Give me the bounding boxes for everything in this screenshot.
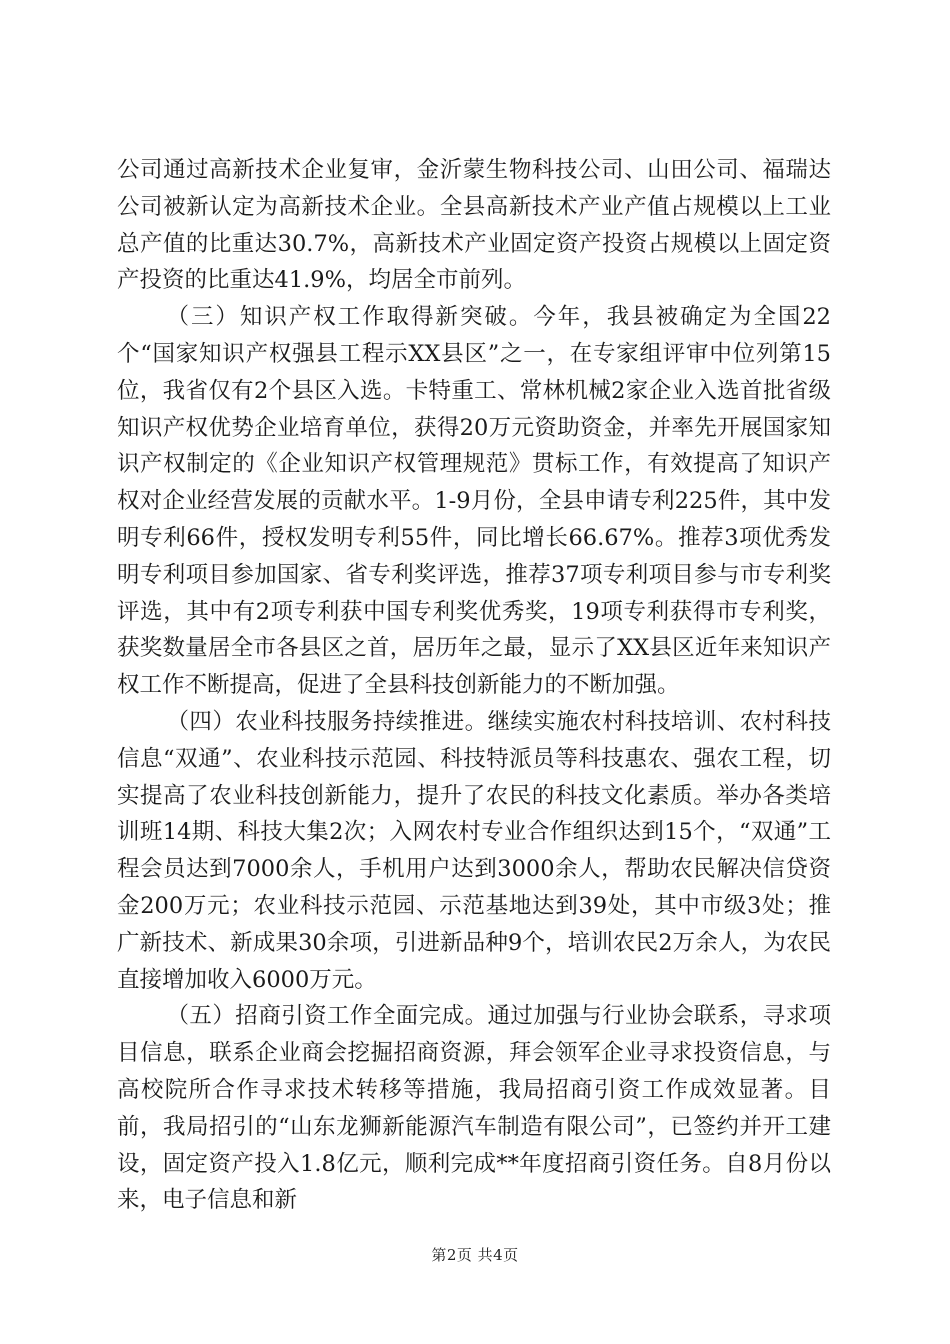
paragraph-investment: （五）招商引资工作全面完成。通过加强与行业协会联系，寻求项目信息，联系企业商会挖掘招商资源，拜会领军企业寻求投资信息，与高校院所合作寻求技术转移等措施，我局招商引资工作成效显著。目前，我局招引的“山东龙狮新能源汽车制造有限公司”，已签约并开工建设，固定资产投入1.8亿元，顺利完成**年度招商引资任务。自8月份以来，电子信息和新 <box>117 1003 831 1214</box>
paragraph-continuation: 公司通过高新技术企业复审，金沂蒙生物科技公司、山田公司、福瑞达公司被新认定为高新技术企业。全县高新技术产业产值占规模以上工业总产值的比重达30.7%，高新技术产业固定资产投资占规模以上固定资产投资的比重达41.9%，均居全市前列。 <box>117 157 831 294</box>
paragraph-agricultural-tech: （四）农业科技服务持续推进。继续实施农村科技培训、农村科技信息“双通”、农业科技示范园、科技特派员等科技惠农、强农工程，切实提高了农业科技创新能力，提升了农民的科技文化素质。举办各类培训班14期、科技大集2次；入网农村专业合作组织达到15个，“双通”工程会员达到7000余人，手机用户达到3000余人，帮助农民解决信贷资金200万元；农业科技示范园、示范基地达到39处，其中市级3处；推广新技术、新成果30余项，引进新品种9个，培训农民2万余人，为农民直接增加收入6000万元。 <box>117 708 831 993</box>
paragraph-intellectual-property: （三）知识产权工作取得新突破。今年，我县被确定为全国22个“国家知识产权强县工程示XX县区”之一，在专家组评审中位列第15位，我省仅有2个县区入选。卡特重工、常林机械2家企业入选首批省级知识产权优势企业培育单位，获得20万元资助资金，并率先开展国家知识产权制定的《企业知识产权管理规范》贯标工作，有效提高了知识产权对企业经营发展的贡献水平。1-9月份，全县申请专利225件，其中发明专利66件，授权发明专利55件，同比增长66.67%。推荐3项优秀发明专利项目参加国家、省专利奖评选，推荐37项专利项目参与市专利奖评选，其中有2项专利获中国专利奖优秀奖，19项专利获得市专利奖，获奖数量居全市各县区之首，居历年之最，显示了XX县区近年来知识产权工作不断提高，促进了全县科技创新能力的不断加强。 <box>117 304 831 699</box>
document-body <box>117 152 831 1219</box>
page-footer: 第2页 共4页 <box>431 1246 519 1264</box>
